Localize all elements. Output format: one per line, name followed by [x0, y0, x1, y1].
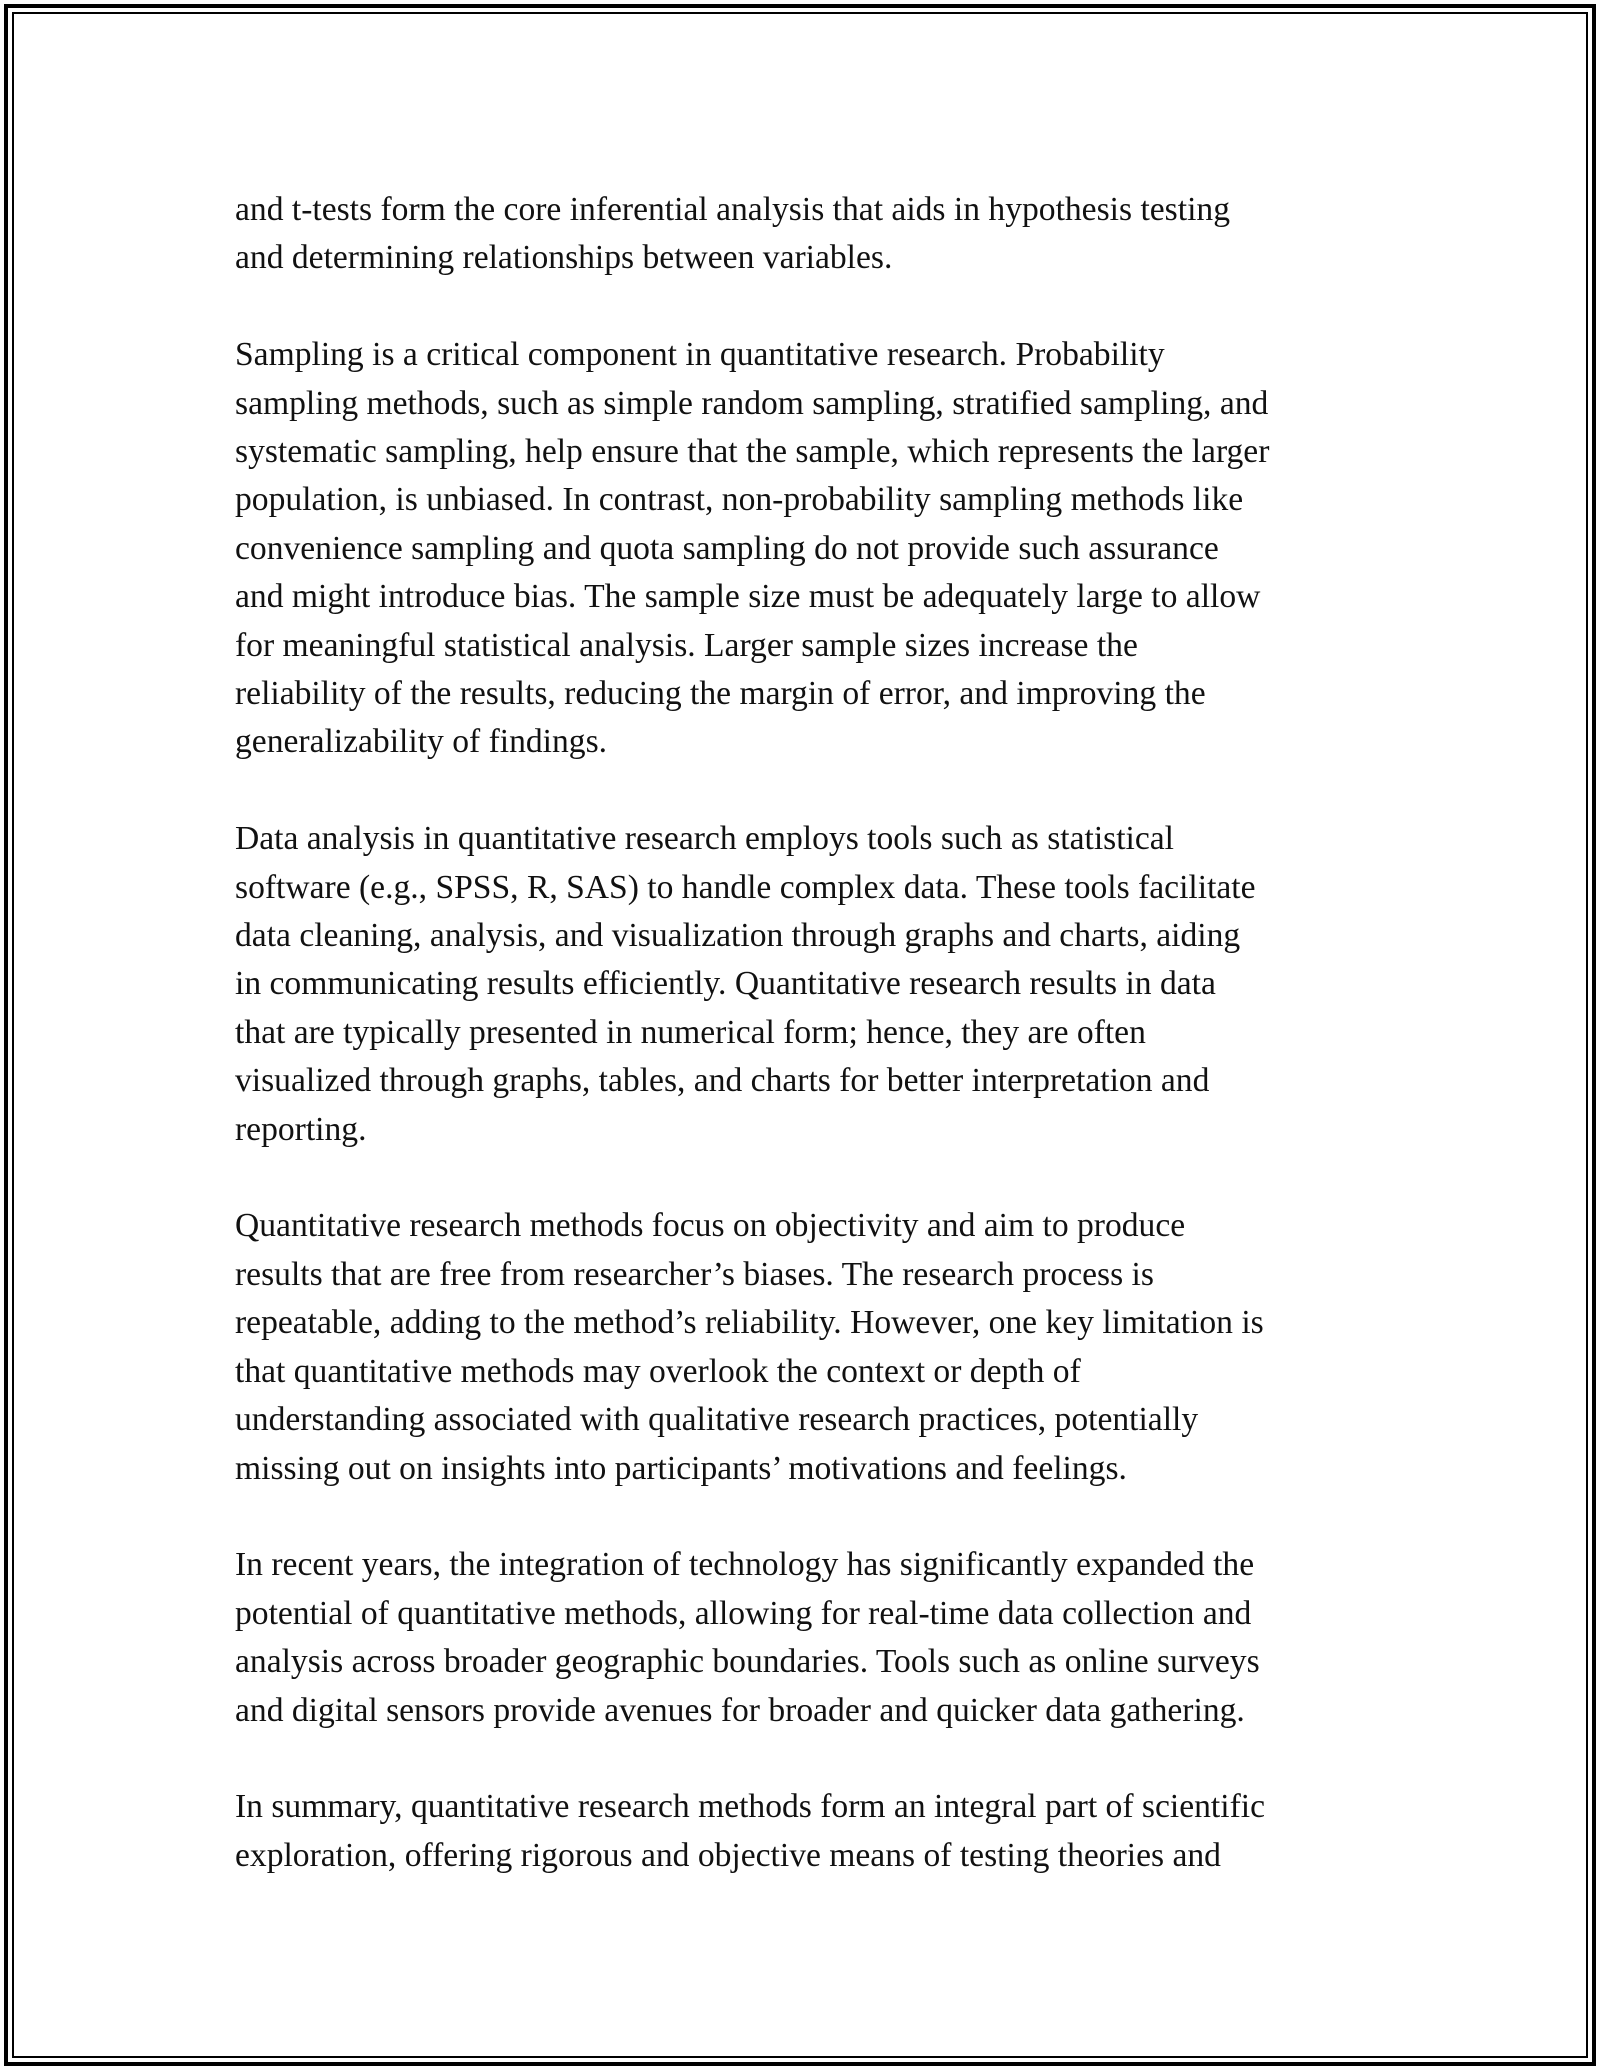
paragraph-sampling — [235, 331, 1375, 767]
document-body — [235, 186, 1375, 1929]
paragraph-data-analysis — [235, 815, 1375, 1154]
text-line: that are typically presented in numerical form; hence, they are often — [235, 1013, 1146, 1051]
text-line: population, is unbiased. In contrast, non-probability sampling methods like — [235, 481, 1244, 519]
text-line: in communicating results efficiently. Quantitative research results in data — [235, 965, 1216, 1003]
text-line: In summary, quantitative research methods form an integral part of scientific — [235, 1788, 1265, 1826]
text-line: Quantitative research methods focus on objectivity and aim to produce — [235, 1207, 1186, 1245]
paragraph-objectivity — [235, 1202, 1375, 1492]
text-line: exploration, offering rigorous and objective means of testing theories and — [235, 1836, 1221, 1874]
text-line: sampling methods, such as simple random sampling, stratified sampling, and — [235, 384, 1269, 422]
text-line: In recent years, the integration of technology has significantly expanded the — [235, 1546, 1255, 1584]
text-line: for meaningful statistical analysis. Larger sample sizes increase the — [235, 626, 1138, 664]
text-line: and digital sensors provide avenues for broader and quicker data gathering. — [235, 1691, 1245, 1729]
text-line: Sampling is a critical component in quantitative research. Probability — [235, 336, 1165, 374]
text-line: that quantitative methods may overlook the context or depth of — [235, 1352, 1081, 1390]
text-line: generalizability of findings. — [235, 723, 608, 761]
text-line: missing out on insights into participants’ motivations and feelings. — [235, 1449, 1127, 1487]
text-line: visualized through graphs, tables, and charts for better interpretation and — [235, 1062, 1210, 1100]
paragraph-summary — [235, 1783, 1375, 1880]
text-line: and t-tests form the core inferential analysis that aids in hypothesis testing — [235, 191, 1230, 228]
paragraph-continuation — [235, 186, 1375, 283]
text-line: data cleaning, analysis, and visualization through graphs and charts, aiding — [235, 917, 1241, 955]
text-line: repeatable, adding to the method’s reliability. However, one key limitation is — [235, 1304, 1264, 1342]
text-line: analysis across broader geographic boundaries. Tools such as online surveys — [235, 1643, 1260, 1681]
text-line: convenience sampling and quota sampling do not provide such assurance — [235, 529, 1219, 567]
text-line: and determining relationships between variables. — [235, 239, 893, 277]
text-line: results that are free from researcher’s biases. The research process is — [235, 1255, 1154, 1293]
text-line: systematic sampling, help ensure that the sample, which represents the larger — [235, 433, 1270, 471]
text-line: software (e.g., SPSS, R, SAS) to handle complex data. These tools facilitate — [235, 868, 1256, 906]
text-line: reporting. — [235, 1110, 367, 1148]
paragraph-technology — [235, 1541, 1375, 1735]
text-line: potential of quantitative methods, allowing for real-time data collection and — [235, 1594, 1252, 1632]
text-line: reliability of the results, reducing the margin of error, and improving the — [235, 675, 1206, 713]
text-line: and might introduce bias. The sample size must be adequately large to allow — [235, 578, 1261, 616]
text-line: Data analysis in quantitative research employs tools such as statistical — [235, 820, 1175, 858]
text-line: understanding associated with qualitative research practices, potentially — [235, 1401, 1199, 1439]
